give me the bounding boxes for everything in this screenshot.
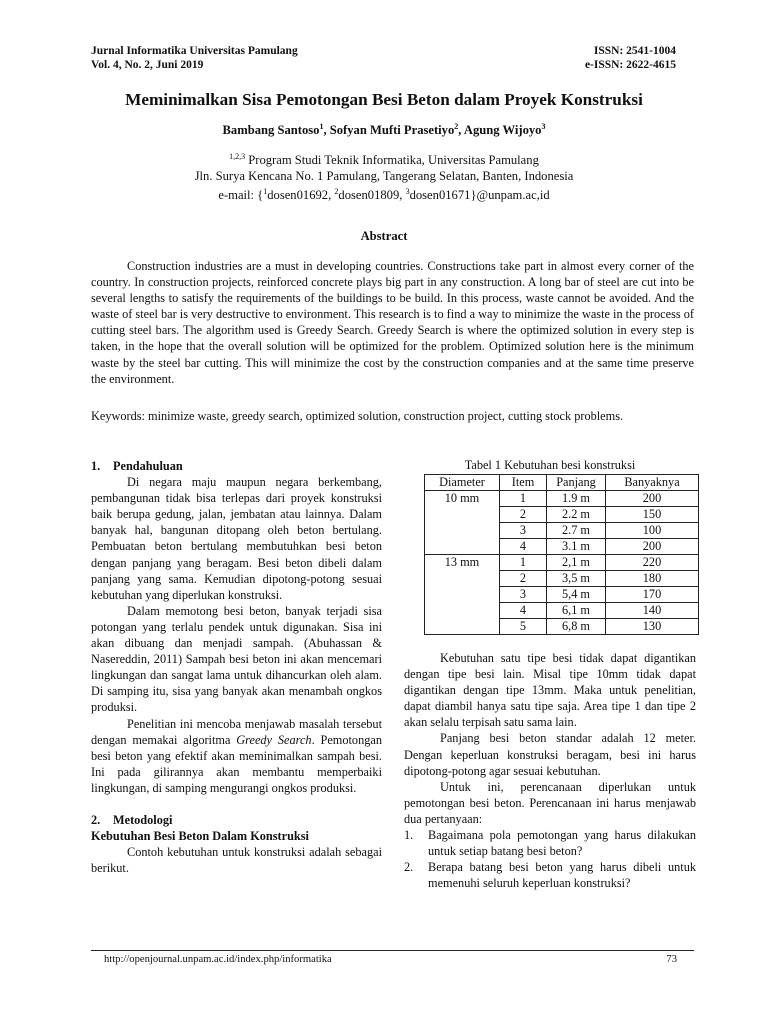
section-1-heading [91,458,382,474]
email-sup: 2 [334,187,339,197]
keywords: Keywords: minimize waste, greedy search, optimized solution, construction project, cutting stock problems. [91,409,624,423]
journal-name: Jurnal Informatika Universitas Pamulang [91,45,298,57]
affiliation-email [60,184,708,203]
eissn: e-ISSN: 2622-4615 [584,59,676,71]
email-id: dosen01692, [267,188,335,203]
section-title: Metodologi [113,812,173,827]
table-cell: 3.1 m [547,539,606,555]
table-row [425,571,699,587]
table-cell: 13 mm [425,555,500,571]
table-caption: Tabel 1 Kebutuhan besi konstruksi [464,458,636,472]
table-cell: 1 [500,491,547,507]
author-name: Bambang Santoso [222,123,320,138]
right-paragraph: Panjang besi beton standar adalah 12 meter. Dengan keperluan konstruksi beragam, besi ini harus dipotong-potong agar sesuai kebutuhan. [404,731,696,778]
section-2-subheading: Kebutuhan Besi Beton Dalam Konstruksi [91,829,309,844]
footer-url[interactable]: http://openjournal.unpam.ac.id/index.php/informatika [104,954,332,965]
table-cell [425,587,500,603]
section-2-paragraph: Contoh kebutuhan untuk konstruksi adalah sebagai berikut. [91,845,382,876]
table-header: Banyaknya [606,475,699,491]
affiliation-address: Jln. Surya Kencana No. 1 Pamulang, Tangerang Selatan, Banten, Indonesia [194,169,574,184]
section-1-paragraph: Di negara maju maupun negara berkembang, pembangunan tidak bisa terlepas dari proyek konstruksi baik berupa gedung, jalan, jembatan atau lainnya. Dalam banyak hal, bangunan ditopang oleh beton bertulang. Pembuatan beton bertulang membutuhkan besi beton dengan panjang yang beragam. Besi beton dibeli dalam panjang yang sama. Kemudian dipotong-potong sesuai kebutuhan yang diperlukan konstruksi. [91,475,382,602]
table-cell: 3,5 m [547,571,606,587]
footer-rule [91,950,694,951]
affiliation-sup: 1,2,3 [229,152,246,161]
table-cell: 130 [606,619,699,635]
emphasis-text: Greedy Search [236,732,312,747]
table-header: Diameter [425,475,500,491]
table-cell: 2.2 m [547,507,606,523]
section-1-paragraph [91,716,382,796]
list-item [404,827,696,859]
table-cell: 100 [606,523,699,539]
table-cell [425,539,500,555]
table-cell [425,619,500,635]
email-sup: 3 [405,187,410,197]
list-text: Berapa batang besi beton yang harus dibeli untuk memenuhi seluruh keperluan konstruksi? [428,860,696,891]
program-text: Program Studi Teknik Informatika, Universitas Pamulang [248,153,539,168]
table-row [425,587,699,603]
list-item [404,859,696,891]
table-cell [425,571,500,587]
abstract-body: Construction industries are a must in developing countries. Constructions take part in almost every corner of the country. In construction projects, reinforced concrete plays big part in any construction. A long bar of steel are cut into be several lengths to satisfy the requirements of the buildings to be build. In this process, waste cannot be avoided. And the waste of steel bar is very destructive to environment. This research is to find a way to minimize the waste in the process of cutting steel bars. The algorithm used is Greedy Search. Greedy Search is where the optimized solution in every step is taken, in the hope that the overall solution will be optimized for the problem. Optimized solution here is the minimum waste by the steel bar cutting. This will minimize the cost by the construction companies and at the same time preserve the environment. [91,259,694,386]
table-cell: 5,4 m [547,587,606,603]
author-sup: 2 [454,122,459,131]
table-cell: 6,1 m [547,603,606,619]
table-header: Panjang [547,475,606,491]
list-text: Bagaimana pola pemotongan yang harus dilakukan untuk setiap batang besi beton? [428,828,696,859]
table-header-row [425,475,699,491]
email-id: dosen01671 [409,188,471,203]
table-cell: 150 [606,507,699,523]
right-paragraph: Untuk ini, perencanaan diperlukan untuk pemotongan besi beton. Perencanaan ini harus menjawab dua pertanyaan: [404,779,696,826]
email-sup: 1 [263,187,268,197]
email-prefix: e-mail: { [218,188,264,203]
table-cell: 4 [500,539,547,555]
section-title: Pendahuluan [113,459,183,473]
table-cell: 2 [500,507,547,523]
issn: ISSN: 2541-1004 [593,45,676,57]
table-cell [425,603,500,619]
author-name: Sofyan Mufti Prasetiyo [329,123,455,138]
table-row [425,491,699,507]
journal-header-right [476,44,676,72]
left-column [91,458,382,876]
email-id: dosen01809, [338,188,406,203]
question-list [404,827,696,891]
section-2-heading [91,812,382,828]
list-number: 1. [404,828,414,843]
journal-header-left [91,44,391,72]
affiliation [60,149,708,203]
section-1-paragraph: Dalam memotong besi beton, banyak terjadi sisa potongan yang terlalu pendek untuk digunakan. Sisa ini akan dibuang dan menjadi sampah. (Abuhassan & Nasereddin, 2011) Sampah besi beton ini akan mencemari lingkungan dan sangat lama untuk dihancurkan oleh alam. Di samping itu, sisa yang banyak akan menambah ongkos produksi. [91,603,382,715]
paragraph-text: . Pemotongan besi beton yang efektif akan meminimalkan sampah besi. Ini pada gilirannya akan membantu memperbaiki lingkungan, di samping mengurangi ongkos produksi. [91,732,382,795]
section-number: 2. [91,812,101,827]
table-header: Item [500,475,547,491]
page-number: 73 [666,954,677,965]
right-column [404,650,696,891]
table-cell: 2.7 m [547,523,606,539]
requirements-table [424,474,699,635]
right-paragraph: Kebutuhan satu tipe besi tidak dapat digantikan dengan tipe besi lain. Misal tipe 10mm tidak dapat digantikan dengan tipe 13mm. Maka untuk penelitian, dapat diambil hanya satu tipe saja. Area tipe 1 dan tipe 2 akan selalu terpisah satu sama lain. [404,651,696,730]
table-row [425,555,699,571]
table-cell: 1.9 m [547,491,606,507]
table-row [425,523,699,539]
list-number: 2. [404,860,414,875]
author-sup: 1 [319,122,324,131]
table-cell: 1 [500,555,547,571]
table-cell: 200 [606,539,699,555]
table-cell [425,507,500,523]
paragraph-text: Penelitian ini mencoba menjawab masalah tersebut dengan memakai algoritma [91,716,382,747]
table-cell: 200 [606,491,699,507]
table-row [425,539,699,555]
author-sep: , [323,123,330,138]
table-cell: 2,1 m [547,555,606,571]
author-sup: 3 [541,122,546,131]
table-cell: 5 [500,619,547,635]
section-number: 1. [91,459,101,473]
table-cell: 3 [500,523,547,539]
journal-volume: Vol. 4, No. 2, Juni 2019 [91,59,204,71]
table-cell: 140 [606,603,699,619]
abstract-heading: Abstract [360,229,408,243]
author-name: Agung Wijoyo [463,123,542,138]
email-suffix: }@unpam.ac,id [470,188,550,203]
table-cell: 220 [606,555,699,571]
affiliation-program [60,149,708,168]
table-cell: 170 [606,587,699,603]
author-sep: , [458,123,464,138]
paper-title: Meminimalkan Sisa Pemotongan Besi Beton dalam Proyek Konstruksi [125,90,643,109]
table-row [425,603,699,619]
table-cell: 2 [500,571,547,587]
table-cell: 6,8 m [547,619,606,635]
table-row [425,507,699,523]
table-cell: 4 [500,603,547,619]
table-row [425,619,699,635]
table-cell: 180 [606,571,699,587]
table-cell: 10 mm [425,491,500,507]
table-cell [425,523,500,539]
author-list [60,122,708,138]
table-cell: 3 [500,587,547,603]
